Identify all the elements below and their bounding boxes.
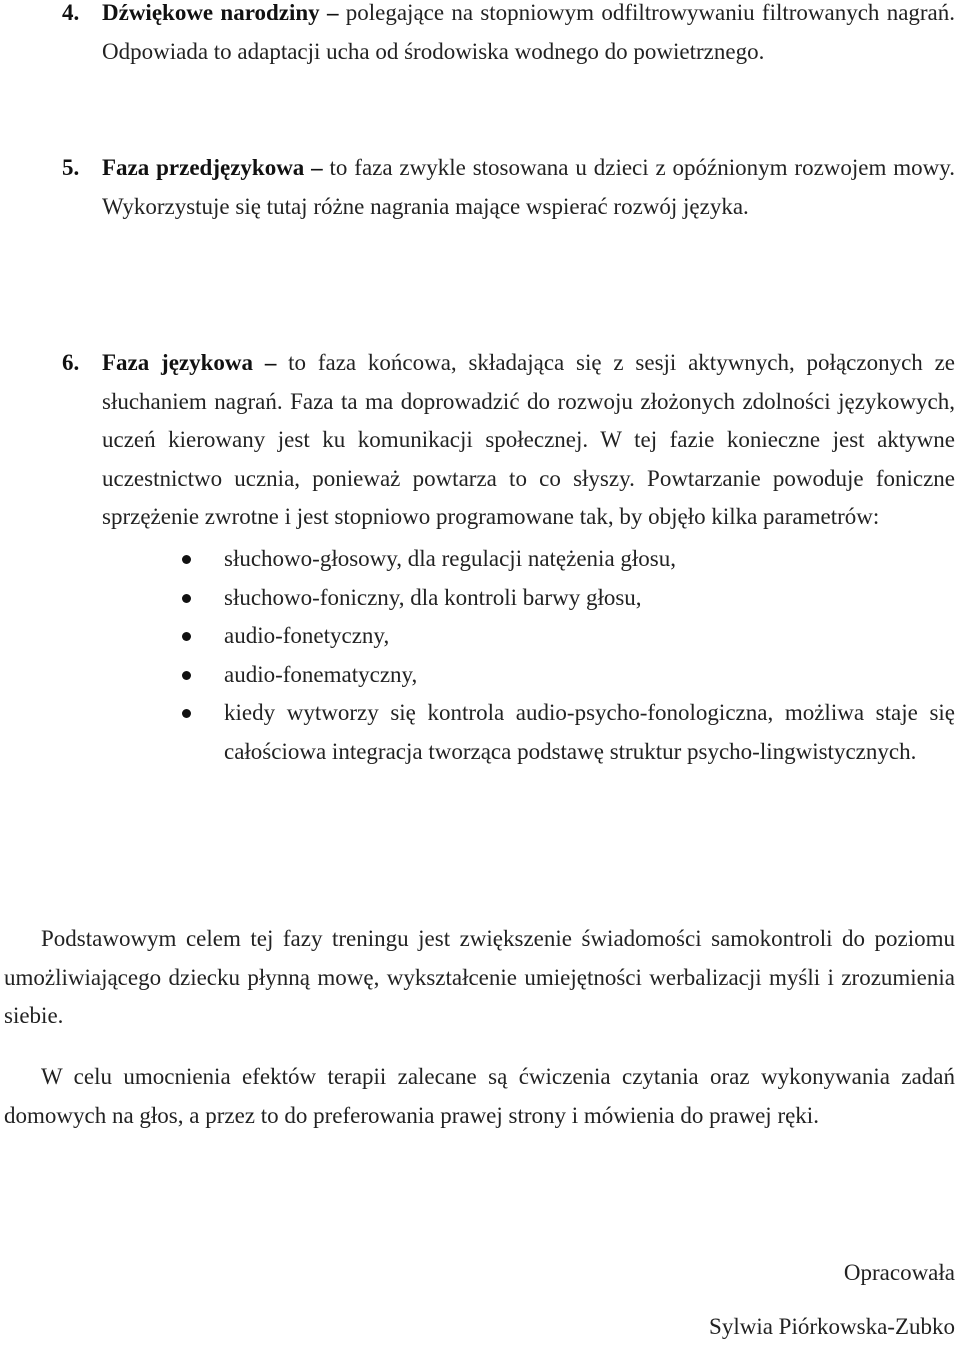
item-title: Faza przedjęzykowa bbox=[102, 155, 305, 180]
item-text: to faza końcowa, składająca się z sesji aktywnych, połączonych ze słuchaniem nagrań. Faza ta ma doprowadzić do rozwoju złożonych zdolności językowych, uczeń kierowany jest ku komunikacji społecznej. W tej fazie konieczne jest aktywne uczestnictwo ucznia, ponieważ powtarza to co słyszy. Powtarzanie powoduje foniczne sprzężenie zwrotne i jest stopniowo programowane tak, by objęło kilka parametrów: bbox=[102, 350, 955, 530]
recommendation-paragraph: W celu umocnienia efektów terapii zalecane są ćwiczenia czytania oraz wykonywania zadań domowych na głos, a przez to do preferowania prawej strony i mówienia do prawej ręki. bbox=[4, 1064, 955, 1128]
item-body bbox=[102, 0, 955, 71]
list-item-4 bbox=[62, 0, 955, 71]
item-number: 5. bbox=[62, 155, 80, 180]
item-title: Dźwiękowe narodziny bbox=[102, 0, 320, 25]
bullet-icon bbox=[182, 555, 191, 564]
item-number: 6. bbox=[62, 350, 80, 375]
item-dash: – bbox=[264, 350, 277, 375]
item-dash: – bbox=[311, 155, 323, 180]
parameter-list bbox=[62, 540, 955, 772]
parameter-text: kiedy wytworzy się kontrola audio-psycho-fonologiczna, możliwa staje się całościowa integracja tworząca podstawę struktur psycho-lingwistycznych. bbox=[224, 700, 955, 764]
parameter-list-item bbox=[62, 579, 955, 618]
parameter-list-item bbox=[62, 694, 955, 771]
item-text: polegające na stopniowym odfiltrowywaniu filtrowanych nagrań. Odpowiada to adaptacji ucha od środowiska wodnego do powietrznego. bbox=[102, 0, 956, 64]
parameter-text: słuchowo-głosowy, dla regulacji natężenia głosu, bbox=[224, 545, 676, 571]
item-text: to faza zwykle stosowana u dzieci z opóźnionym rozwojem mowy. Wykorzystuje się tutaj różne nagrania mające wspierać rozwój języka. bbox=[102, 155, 955, 219]
parameter-text: audio-fonematyczny, bbox=[224, 661, 418, 687]
parameter-list-item bbox=[62, 540, 955, 579]
parameter-text: słuchowo-foniczny, dla kontroli barwy głosu, bbox=[224, 584, 642, 610]
item-body bbox=[102, 149, 955, 226]
item-title: Faza językowa bbox=[102, 350, 254, 375]
summary-paragraph: Podstawowym celem tej fazy treningu jest zwiększenie świadomości samokontroli do poziomu umożliwiającego dziecku płynną mowę, wykształcenie umiejętności werbalizacji myśli i zrozumienia siebie. bbox=[4, 926, 955, 1029]
parameter-text: audio-fonetyczny, bbox=[224, 623, 390, 649]
list-item-6 bbox=[62, 344, 955, 772]
parameter-list-item bbox=[62, 656, 955, 695]
item-body bbox=[102, 344, 955, 537]
bullet-icon bbox=[182, 709, 191, 718]
item-number: 4. bbox=[62, 0, 80, 25]
bullet-icon bbox=[182, 594, 191, 603]
parameter-list-item bbox=[62, 617, 955, 656]
bullet-icon bbox=[182, 632, 191, 641]
list-item-5 bbox=[62, 149, 955, 226]
bullet-icon bbox=[182, 671, 191, 680]
signature-author: Sylwia Piórkowska-Zubko bbox=[709, 1314, 955, 1339]
signature-label: Opracowała bbox=[843, 1260, 955, 1285]
item-dash: – bbox=[326, 0, 339, 25]
